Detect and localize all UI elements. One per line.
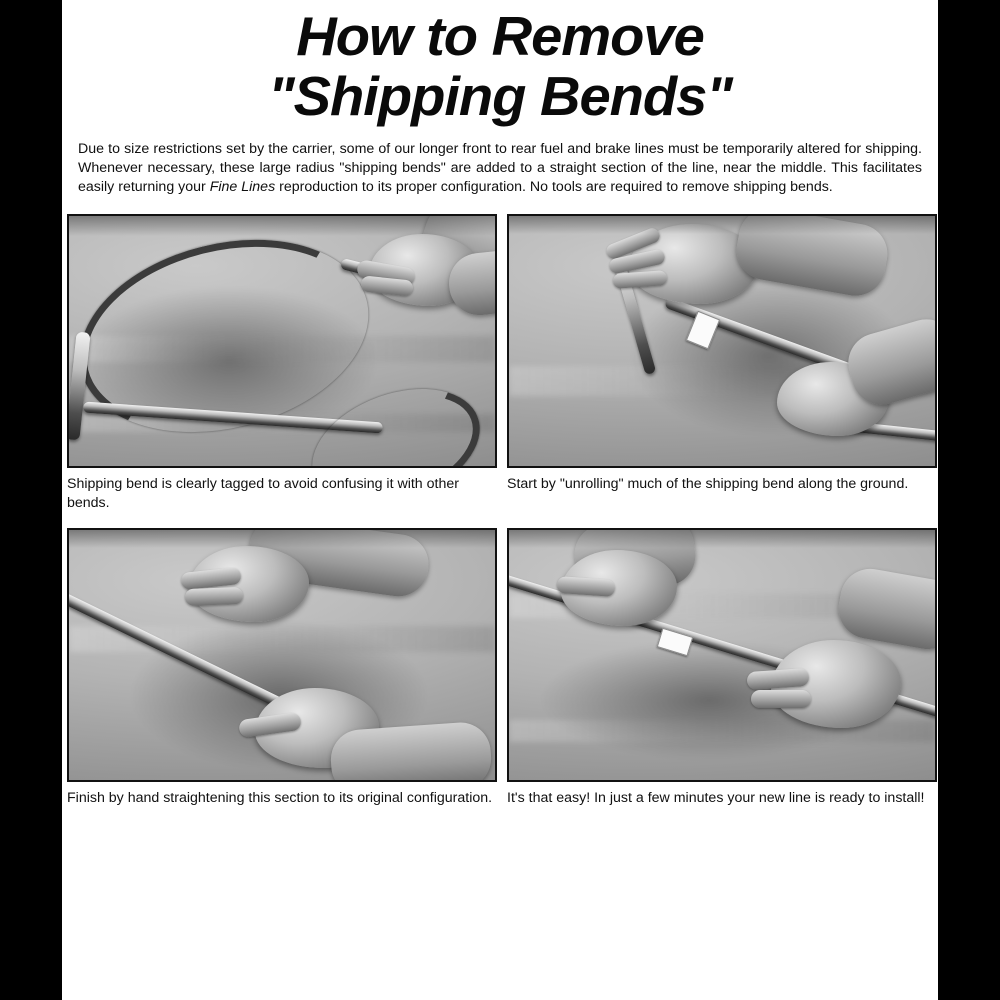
page-title (62, 0, 938, 128)
step-4-caption: It's that easy! In just a few minutes your new line is ready to install! (507, 789, 925, 806)
steps-row-top (67, 214, 930, 511)
forearm (329, 720, 493, 782)
intro-paragraph: Due to size restrictions set by the carrier, some of our longer front to rear fuel and brake lines must be temporarily altered for shipping. Whenever necessary, these large radius "shipping bends" are added to a straight section of the line, near the middle. This facilitates easily returning your Fine Lines reproduction to its proper configuration. No tools are required to remove shipping bends. (78, 141, 922, 195)
photo-vignette (509, 216, 935, 234)
step-cell-3 (67, 528, 493, 807)
left-black-bar (0, 0, 62, 1000)
step-cell-2 (507, 214, 933, 511)
step-2-photo (507, 214, 937, 468)
steps-row-bottom (67, 528, 930, 807)
intro-emphasis: Fine Lines (209, 178, 276, 195)
steps-grid (62, 214, 938, 807)
photo-vignette (509, 530, 935, 548)
photo-vignette (69, 530, 495, 548)
finger (751, 690, 811, 708)
finger (556, 576, 615, 597)
step-1-caption: Shipping bend is clearly tagged to avoid confusing it with other bends. (67, 476, 459, 511)
step-cell-4 (507, 528, 933, 807)
title-line-1: How to Remove (296, 5, 704, 67)
photo-vignette (69, 216, 495, 236)
poster-content (62, 0, 938, 1000)
step-4-photo (507, 528, 937, 782)
step-cell-1 (67, 214, 493, 511)
title-line-2: "Shipping Bends" (268, 65, 732, 128)
finger (185, 587, 244, 606)
step-2-caption: Start by "unrolling" much of the shipping bend along the ground. (507, 476, 909, 493)
right-black-bar (938, 0, 1000, 1000)
step-1-photo (67, 214, 497, 468)
step-3-photo (67, 528, 497, 782)
step-3-caption: Finish by hand straightening this section to its original configuration. (67, 789, 493, 806)
